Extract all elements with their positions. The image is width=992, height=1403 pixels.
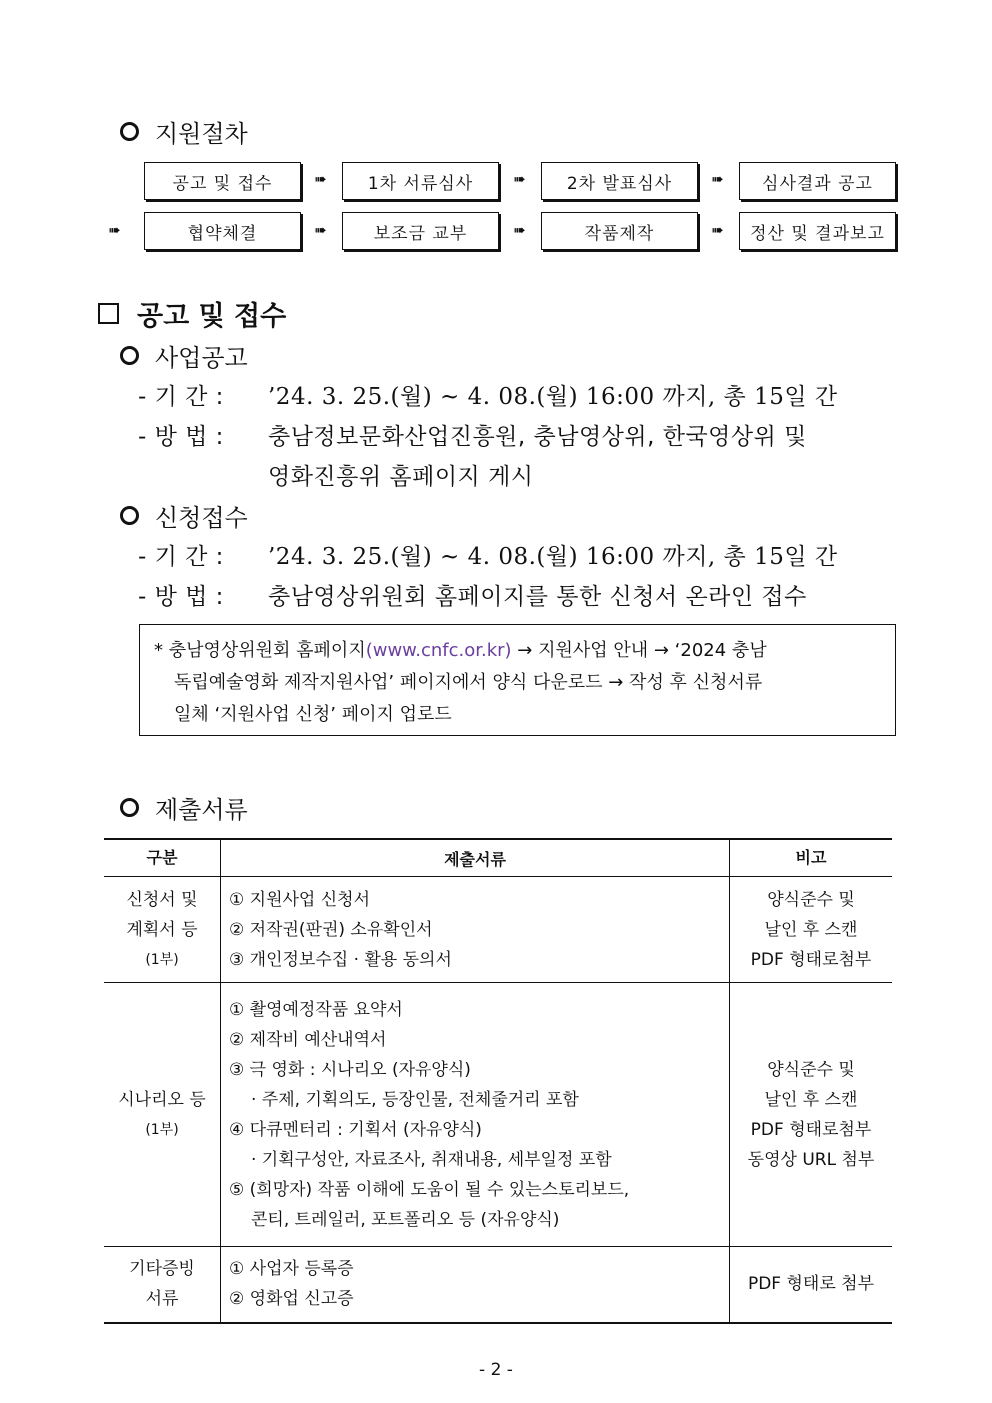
step-subsidy: 보조금 교부 — [342, 212, 499, 250]
document-item: ① 촬영예정작품 요약서 — [229, 999, 403, 1020]
note-line-2: 독립예술영화 제작지원사업’ 페이지에서 양식 다운로드 → 작성 후 신청서류 — [174, 672, 763, 693]
circle-bullet-icon — [120, 798, 139, 817]
note-line-1-suffix: → 지원사업 안내 → ‘2024 충남 — [511, 640, 767, 661]
note-line-3: 일체 ‘지원사업 신청’ 페이지 업로드 — [174, 704, 452, 725]
category-line: 계획서 등 — [126, 919, 198, 940]
document-item: ① 지원사업 신청서 — [229, 889, 371, 910]
row-note — [730, 877, 893, 983]
document-item: ① 사업자 등록증 — [229, 1259, 354, 1280]
arrow-right-icon: ➠ — [711, 221, 724, 239]
category-line: 기타증빙 — [129, 1259, 195, 1280]
announcement-method-label: - 방 법 : — [138, 424, 224, 450]
announcement-method-value: 충남정보문화산업진흥원, 충남영상위, 한국영상위 및 — [268, 424, 807, 450]
step-document-review: 1차 서류심사 — [342, 162, 499, 200]
announcement-method-value-cont: 영화진흥위 홈페이지 게시 — [268, 464, 534, 490]
column-header-note: 비고 — [730, 839, 893, 877]
table-header-row — [104, 839, 892, 877]
square-bullet-icon — [98, 303, 119, 324]
note-line: PDF 형태로첨부 — [750, 1119, 872, 1140]
application-period-value: ’24. 3. 25.(월) ~ 4. 08.(월) 16:00 까지, 총 15일 간 — [268, 544, 838, 570]
note-line: 양식준수 및 — [767, 889, 855, 910]
row-documents — [221, 1247, 730, 1323]
support-procedure-heading — [120, 114, 248, 149]
row-category — [104, 1247, 221, 1323]
arrow-right-icon: ➠ — [513, 170, 526, 188]
table-row — [104, 877, 892, 983]
application-note-box — [139, 624, 896, 736]
category-line: 신청서 및 — [126, 889, 198, 910]
announcement-heading — [120, 338, 248, 373]
document-item: ② 제작비 예산내역서 — [229, 1029, 387, 1050]
category-line: 서류 — [145, 1289, 179, 1310]
documents-table — [104, 838, 892, 1324]
document-item: ③ 극 영화 : 시나리오 (자유양식) — [229, 1059, 471, 1080]
note-line: PDF 형태로첨부 — [750, 949, 872, 970]
arrow-right-icon: ➠ — [314, 170, 327, 188]
note-line: 날인 후 스캔 — [764, 1089, 858, 1110]
section-title: 공고 및 접수 — [137, 301, 287, 332]
arrow-right-icon: ➠ — [314, 221, 327, 239]
application-method-label: - 방 법 : — [138, 584, 224, 610]
note-line: 양식준수 및 — [767, 1059, 855, 1080]
announcement-title: 사업공고 — [155, 344, 248, 372]
document-sub-item: 콘티, 트레일러, 포트폴리오 등 (자유양식) — [251, 1209, 560, 1230]
document-item: ② 저작권(판권) 소유확인서 — [229, 919, 433, 940]
step-settlement: 정산 및 결과보고 — [739, 212, 896, 250]
document-item: ④ 다큐멘터리 : 기획서 (자유양식) — [229, 1119, 482, 1140]
table-row — [104, 1247, 892, 1323]
documents-heading — [120, 790, 248, 825]
note-line: 날인 후 스캔 — [764, 919, 858, 940]
page-number: - 2 - — [479, 1360, 513, 1380]
row-documents — [221, 983, 730, 1247]
application-method-value: 충남영상위원회 홈페이지를 통한 신청서 온라인 접수 — [268, 584, 807, 610]
row-category — [104, 983, 221, 1247]
arrow-right-icon: ➠ — [108, 221, 121, 239]
application-heading — [120, 498, 248, 533]
announcement-period-value: ’24. 3. 25.(월) ~ 4. 08.(월) 16:00 까지, 총 15일 간 — [268, 384, 838, 410]
note-line-1 — [154, 635, 881, 667]
note-line: 동영상 URL 첨부 — [747, 1149, 875, 1170]
category-line: 시나리오 등 — [118, 1089, 206, 1110]
arrow-right-icon: ➠ — [711, 170, 724, 188]
category-line: (1부) — [145, 1121, 179, 1138]
note-line-1-prefix: * 충남영상위원회 홈페이지 — [154, 640, 366, 661]
row-note — [730, 1247, 893, 1323]
category-line: (1부) — [145, 951, 179, 968]
application-title: 신청접수 — [155, 504, 248, 532]
homepage-url-link[interactable]: (www.cnfc.or.kr) — [365, 640, 512, 661]
document-item: ② 영화업 신고증 — [229, 1289, 354, 1310]
row-note — [730, 983, 893, 1247]
support-procedure-title: 지원절차 — [155, 120, 248, 148]
section-heading — [98, 294, 286, 333]
circle-bullet-icon — [120, 346, 139, 365]
row-documents — [221, 877, 730, 983]
step-agreement: 협약체결 — [144, 212, 301, 250]
column-header-category: 구분 — [104, 839, 221, 877]
step-production: 작품제작 — [541, 212, 698, 250]
document-item: ⑤ (희망자) 작품 이해에 도움이 될 수 있는스토리보드, — [229, 1179, 630, 1200]
step-presentation-review: 2차 발표심사 — [541, 162, 698, 200]
document-sub-item: · 기획구성안, 자료조사, 취재내용, 세부일정 포함 — [251, 1149, 612, 1170]
document-item: ③ 개인정보수집 · 활용 동의서 — [229, 949, 452, 970]
application-period-label: - 기 간 : — [138, 544, 224, 570]
step-result-announcement: 심사결과 공고 — [739, 162, 896, 200]
circle-bullet-icon — [120, 122, 139, 141]
circle-bullet-icon — [120, 506, 139, 525]
arrow-right-icon: ➠ — [513, 221, 526, 239]
note-line: PDF 형태로 첨부 — [747, 1274, 875, 1295]
documents-title: 제출서류 — [155, 796, 248, 824]
step-announcement: 공고 및 접수 — [144, 162, 301, 200]
announcement-period-label: - 기 간 : — [138, 384, 224, 410]
row-category — [104, 877, 221, 983]
document-sub-item: · 주제, 기획의도, 등장인물, 전체줄거리 포함 — [251, 1089, 579, 1110]
column-header-documents: 제출서류 — [221, 839, 730, 877]
table-row — [104, 983, 892, 1247]
